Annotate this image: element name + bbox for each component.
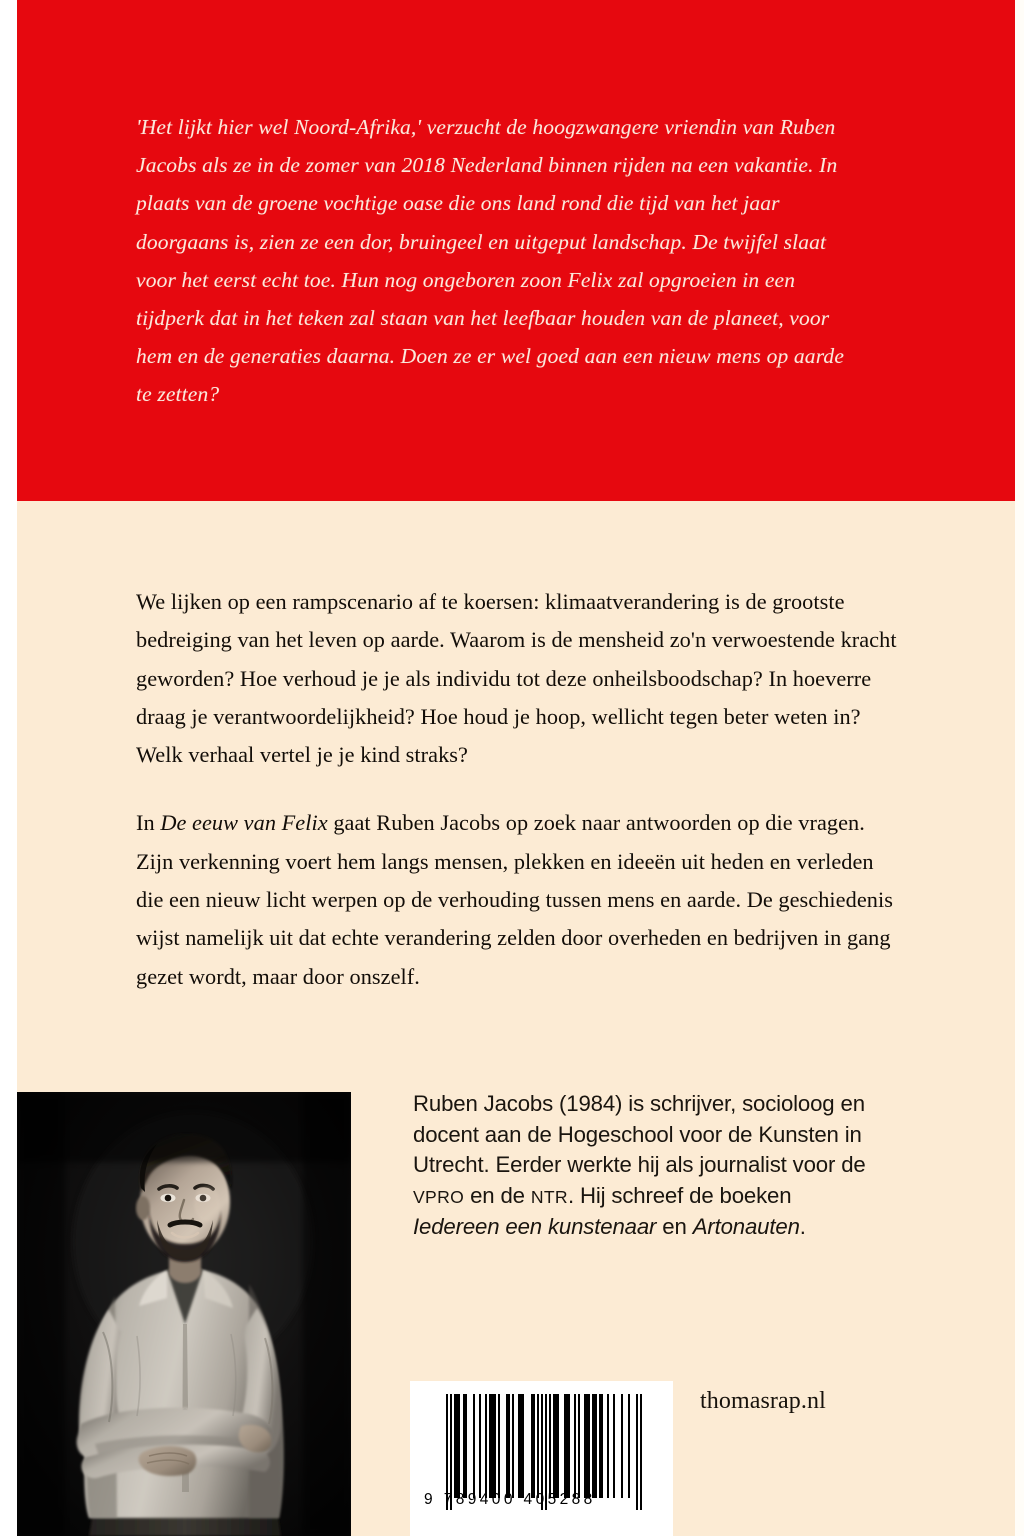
bio-text-part-2: en de [464, 1182, 531, 1208]
blurb-paragraph-2 [136, 804, 906, 995]
blurb-p2-rest: gaat Ruben Jacobs op zoek naar antwoorden op die vragen. Zijn verkenning voert hem langs mensen, plekken en ideeën uit heden en verleden die een nieuw licht werpen op de verhouding tussen mens en aarde. De geschiedenis wijst namelijk uit dat echte verandering zelden door overheden en bedrijven in gang gezet wordt, maar door onszelf. [136, 810, 893, 989]
bio-text-part-4: en [656, 1214, 693, 1240]
author-bio [413, 1089, 883, 1243]
right-page-edge [1015, 0, 1024, 1536]
bio-text-part-3: . Hij schreef de boeken [567, 1182, 792, 1208]
author-portrait-photo [17, 1092, 351, 1536]
bio-book-title-1: Iedereen een kunstenaar [413, 1214, 657, 1240]
bio-book-title-2: Artonauten [692, 1214, 800, 1240]
blurb-p2-lead: In [136, 810, 161, 836]
publisher-website: thomasrap.nl [700, 1388, 826, 1414]
cover-quote-text: 'Het lijkt hier wel Noord-Afrika,' verzucht de hoogzwangere vriendin van Ruben Jacobs als ze in de zomer van 2018 Nederland binnen rijden na een vakantie. In plaats van de groene vochtige oase die ons land rond die tijd van het jaar doorgaans is, zien ze een dor, bruingeel en uitgeput landschap. De twijfel slaat voor het eerst echt toe. Hun nog ongeboren zoon Felix zal opgroeien in een tijdperk dat in het teken zal staan van het leefbaar houden van de planeet, voor hem en de generaties daarna. Doen ze er wel goed aan een nieuw mens op aarde te zetten? [136, 115, 845, 407]
bio-text-part-5: . [799, 1214, 806, 1240]
bio-broadcaster-ntr: NTR [530, 1186, 568, 1207]
blurb-copy [136, 583, 906, 996]
isbn-barcode [410, 1381, 673, 1536]
bio-text-part-1: Ruben Jacobs (1984) is schrijver, socioloog en docent aan de Hogeschool voor de Kunsten in Utrecht. Eerder werkte hij als journalist voor de [413, 1091, 866, 1178]
barcode-digits: 9 789400 405288 [424, 1491, 596, 1508]
left-page-edge [0, 0, 17, 1536]
blurb-book-title: De eeuw van Felix [160, 810, 328, 836]
barcode-bars [446, 1394, 642, 1498]
bio-broadcaster-vpro: VPRO [413, 1186, 465, 1207]
author-portrait-illustration [17, 1092, 351, 1536]
blurb-paragraph-1: We lijken op een rampscenario af te koersen: klimaatverandering is de grootste bedreiging van het leven op aarde. Waarom is de mensheid zo'n verwoestende kracht geworden? Hoe verhoud je je als individu tot deze onheilsboodschap? In hoeverre draag je verantwoordelijkheid? Hoe houd je hoop, wellicht tegen beter weten in? Welk verhaal vertel je je kind straks? [136, 589, 897, 768]
red-quote-panel [17, 0, 1015, 501]
